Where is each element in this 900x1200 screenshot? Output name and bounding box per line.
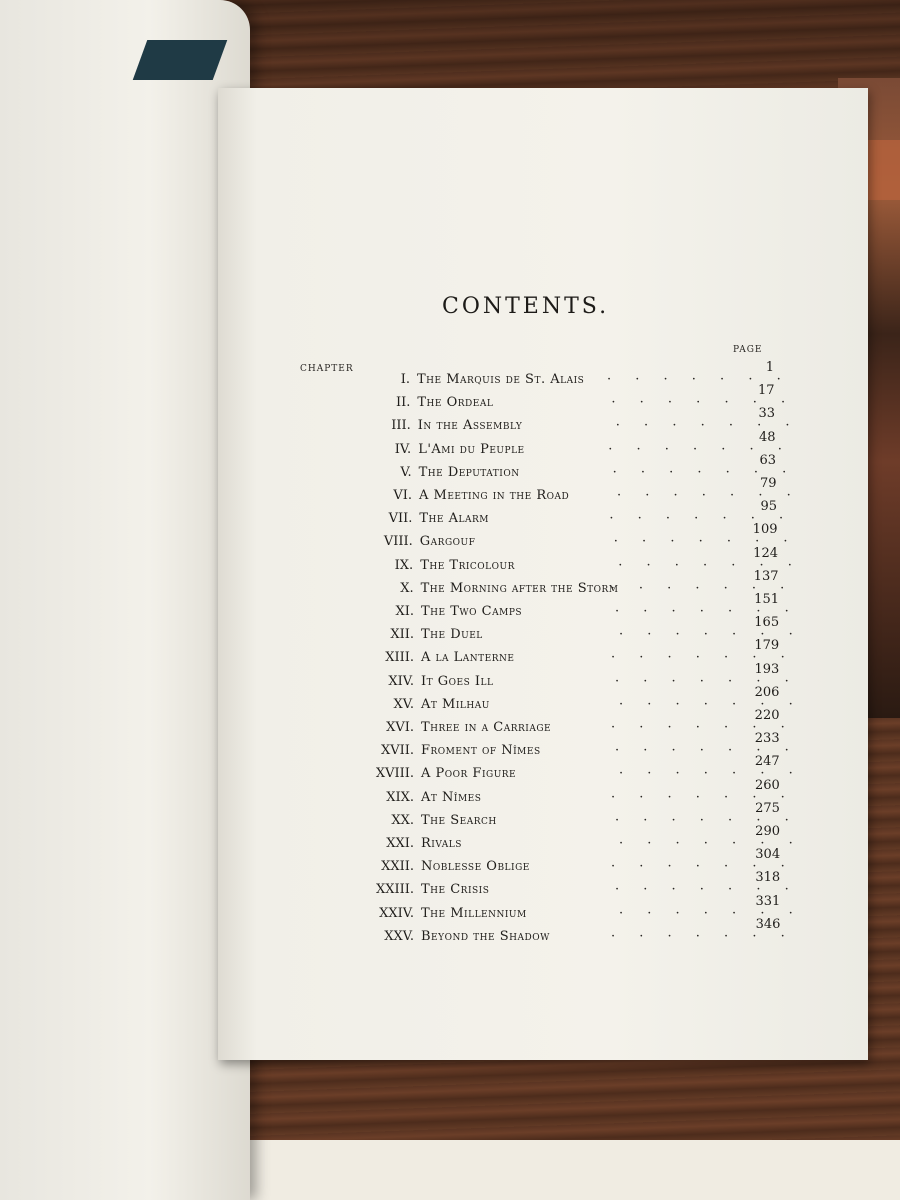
chapter-page-number: 179 xyxy=(754,638,780,654)
chapter-page-number: 290 xyxy=(755,824,780,839)
chapter-numeral: XXIV. xyxy=(379,905,414,921)
chapter-numeral: I. xyxy=(400,372,410,387)
leader-dots: · · · · · · · xyxy=(610,580,795,596)
leader-dots: · · · · · · · xyxy=(615,743,799,759)
leader-dots: · · · · · · · xyxy=(619,696,803,712)
toc-entry xyxy=(266,870,799,904)
chapter-title: Gargouf xyxy=(419,534,476,550)
leader-dots: · · · · · · · xyxy=(615,812,799,828)
chapter-numeral: VII. xyxy=(388,511,413,527)
chapter-numeral: XIX. xyxy=(386,789,414,805)
chapter-title: The Tricolour xyxy=(420,557,515,573)
chapter-page-number: 233 xyxy=(754,731,780,747)
leader-dots: · · · · · · · xyxy=(611,928,795,944)
leader-dots: · · · · · · · xyxy=(612,464,797,480)
toc-entry xyxy=(265,522,798,556)
leader-dots: · · · · · · · xyxy=(607,372,791,387)
leader-dots: · · · · · · · xyxy=(615,418,800,434)
chapter-title: The Ordeal xyxy=(417,395,494,411)
chapter-numeral: XIV. xyxy=(388,673,414,689)
toc-entry xyxy=(266,661,799,696)
chapter-page-number: 331 xyxy=(755,893,781,909)
chapter-page-number: 260 xyxy=(754,777,780,793)
chapter-title: A Meeting in the Road xyxy=(419,488,570,503)
leader-dots: · · · · · · · xyxy=(609,511,794,527)
chapter-title: The Morning after the Storm xyxy=(420,580,619,596)
chapter-page-number: 206 xyxy=(754,684,780,700)
toc-entry xyxy=(263,429,792,464)
chapter-page-number: 79 xyxy=(759,476,777,491)
leader-dots: · · · · · · · xyxy=(619,627,803,643)
chapter-title: It Goes Ill xyxy=(421,673,494,689)
leader-dots: · · · · · · · xyxy=(608,441,792,457)
book-cover-edge xyxy=(133,40,228,80)
leader-dots: · · · · · · · xyxy=(611,720,795,735)
chapter-page-number: 63 xyxy=(759,452,776,468)
chapter-numeral: XV. xyxy=(393,696,414,712)
chapter-title: L'Ami du Peuple xyxy=(418,441,525,457)
chapter-page-number: 151 xyxy=(754,592,779,607)
chapter-title: The Deputation xyxy=(418,464,520,480)
chapter-title: A la Lanterne xyxy=(421,650,515,666)
chapter-title: The Millennium xyxy=(421,905,527,921)
toc-entry xyxy=(266,754,803,788)
leader-dots: · · · · · · · xyxy=(615,604,799,619)
toc-entry xyxy=(265,545,802,580)
toc-entry xyxy=(266,568,795,603)
chapter-page-number: 33 xyxy=(758,406,775,422)
toc-entry xyxy=(262,383,796,417)
chapter-numeral: XVIII. xyxy=(375,766,414,782)
leader-dots: · · · · · · · xyxy=(613,534,798,550)
chapter-title: The Crisis xyxy=(421,882,490,898)
chapter-title: At Milhau xyxy=(421,696,490,712)
chapter-title: Beyond the Shadow xyxy=(421,928,550,944)
toc-entry xyxy=(263,406,800,440)
toc-entry xyxy=(266,800,799,835)
leader-dots: · · · · · · · xyxy=(615,673,799,689)
chapter-title: Three in a Carriage xyxy=(421,720,552,735)
chapter-numeral: XVII. xyxy=(380,743,414,759)
leader-dots: · · · · · · · xyxy=(611,789,795,805)
chapter-title: A Poor Figure xyxy=(421,766,517,782)
chapter-page-number: 247 xyxy=(754,754,780,770)
chapter-numeral: XX. xyxy=(391,812,414,828)
toc-entry xyxy=(266,847,795,881)
chapter-page-number: 1 xyxy=(765,360,774,375)
leader-dots: · · · · · · · xyxy=(619,766,803,782)
chapter-numeral: X. xyxy=(400,580,414,596)
leader-dots: · · · · · · · xyxy=(615,882,799,898)
chapter-page-number: 17 xyxy=(757,383,775,399)
chapter-column-label: CHAPTER xyxy=(300,364,354,374)
chapter-numeral: XXI. xyxy=(386,836,414,851)
leader-dots: · · · · · · · xyxy=(611,650,795,666)
toc-entry xyxy=(266,731,799,765)
chapter-page-number: 304 xyxy=(755,847,781,863)
chapter-page-number: 275 xyxy=(755,800,780,816)
chapter-title: The Two Camps xyxy=(421,604,523,619)
chapter-page-number: 137 xyxy=(753,568,779,584)
toc-entry xyxy=(266,638,795,672)
leader-dots: · · · · · · · xyxy=(611,395,796,411)
chapter-title: The Alarm xyxy=(419,511,489,527)
toc-entry xyxy=(266,684,803,719)
chapter-title: Rivals xyxy=(421,836,462,851)
leader-dots: · · · · · · · xyxy=(617,488,801,503)
chapter-title: At Nîmes xyxy=(421,789,482,805)
leader-dots: · · · · · · · xyxy=(619,836,803,851)
toc-entry xyxy=(266,615,803,649)
chapter-numeral: XXV. xyxy=(384,928,414,944)
chapter-numeral: XXIII. xyxy=(375,882,414,898)
chapter-page-number: 318 xyxy=(755,870,781,886)
chapter-title: The Duel xyxy=(421,627,483,643)
chapter-numeral: VI. xyxy=(393,488,412,503)
chapter-title: Noblesse Oblige xyxy=(421,859,530,875)
chapter-page-number: 220 xyxy=(754,708,780,723)
toc-entry xyxy=(264,452,797,487)
toc-entry xyxy=(264,476,801,510)
chapter-page-number: 193 xyxy=(754,661,780,677)
chapter-page-number: 48 xyxy=(758,429,776,445)
chapter-numeral: III. xyxy=(391,418,411,434)
chapter-page-number: 346 xyxy=(755,916,781,932)
page-title: CONTENTS. xyxy=(442,294,610,319)
left-blank-page xyxy=(0,0,250,1200)
chapter-numeral: XII. xyxy=(390,627,414,643)
toc-entry xyxy=(266,708,795,742)
chapter-title: In the Assembly xyxy=(417,418,523,434)
chapter-title: The Search xyxy=(421,812,497,828)
toc-entry xyxy=(266,592,799,626)
chapter-page-number: 165 xyxy=(754,615,780,631)
leader-dots: · · · · · · · xyxy=(619,905,803,921)
chapter-numeral: V. xyxy=(400,464,412,480)
chapter-title: The Marquis de St. Alais xyxy=(417,372,585,387)
leader-dots: · · · · · · · xyxy=(618,557,802,573)
chapter-numeral: XIII. xyxy=(385,650,414,666)
chapter-numeral: XI. xyxy=(395,604,414,619)
leader-dots: · · · · · · · xyxy=(611,859,795,875)
toc-entry xyxy=(266,824,803,858)
toc-entry xyxy=(266,893,803,928)
chapter-numeral: XVI. xyxy=(386,720,414,735)
toc-entry xyxy=(266,916,795,951)
chapter-numeral: II. xyxy=(395,395,411,411)
chapter-numeral: IV. xyxy=(394,441,412,457)
chapter-numeral: IX. xyxy=(394,557,414,573)
chapter-numeral: VIII. xyxy=(383,534,413,550)
toc-entry xyxy=(264,499,794,533)
chapter-numeral: XXII. xyxy=(381,859,414,875)
chapter-page-number: 95 xyxy=(760,499,777,515)
chapter-title: Froment of Nîmes xyxy=(421,743,541,759)
toc-entry xyxy=(266,777,795,812)
chapter-page-number: 109 xyxy=(752,522,778,538)
chapter-page-number: 124 xyxy=(753,545,778,561)
page-column-label: PAGE xyxy=(733,345,763,355)
